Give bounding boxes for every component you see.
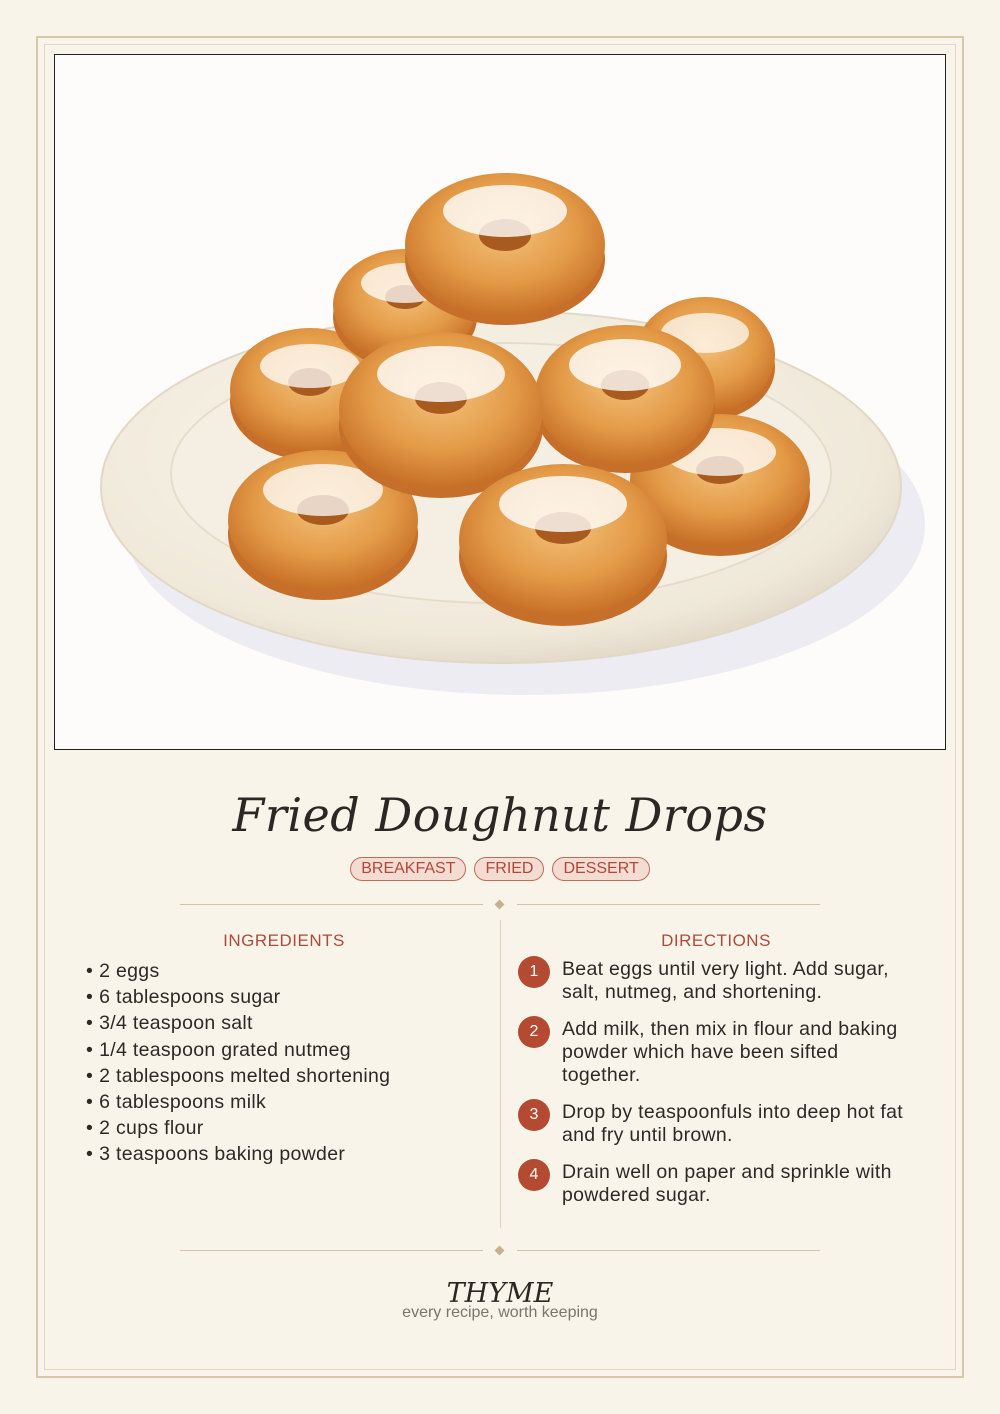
recipe-title: Fried Doughnut Drops xyxy=(232,788,768,842)
diamond-icon xyxy=(495,900,505,910)
ingredient-item: • 2 tablespoons melted shortening xyxy=(86,1063,486,1089)
step-number-badge: 4 xyxy=(518,1159,550,1191)
ingredient-item: • 3 teaspoons baking powder xyxy=(86,1141,486,1167)
ingredients-heading: INGREDIENTS xyxy=(223,931,345,950)
step-text: Drain well on paper and sprinkle with powdered sugar. xyxy=(562,1161,892,1206)
column-divider xyxy=(500,920,501,1228)
brand-logo: THYME xyxy=(446,1278,554,1309)
step-text: Add milk, then mix in flour and baking powder which have been sifted together. xyxy=(562,1018,898,1086)
step-number-badge: 1 xyxy=(518,956,550,988)
ingredient-item: • 2 eggs xyxy=(86,958,486,984)
tag-fried[interactable]: FRIED xyxy=(474,857,544,881)
tag-list xyxy=(0,857,1000,881)
section-divider-bottom xyxy=(180,1245,820,1257)
brand-tagline: every recipe, worth keeping xyxy=(402,1304,598,1321)
ingredient-item: • 3/4 teaspoon salt xyxy=(86,1010,486,1036)
step-text: Drop by teaspoonfuls into deep hot fat and fry until brown. xyxy=(562,1101,903,1146)
ingredient-item: • 6 tablespoons sugar xyxy=(86,984,486,1010)
step-number-badge: 3 xyxy=(518,1099,550,1131)
tag-dessert[interactable]: DESSERT xyxy=(552,857,649,881)
directions-heading: DIRECTIONS xyxy=(661,931,771,950)
ingredient-item: • 2 cups flour xyxy=(86,1115,486,1141)
tag-breakfast[interactable]: BREAKFAST xyxy=(350,857,466,881)
step-number-badge: 2 xyxy=(518,1016,550,1048)
ingredient-item: • 6 tablespoons milk xyxy=(86,1089,486,1115)
step-text: Beat eggs until very light. Add sugar, salt, nutmeg, and shortening. xyxy=(562,958,889,1003)
section-divider-top xyxy=(180,899,820,911)
ingredients-list xyxy=(86,958,486,1168)
recipe-illustration xyxy=(54,54,946,750)
diamond-icon xyxy=(495,1246,505,1256)
ingredient-item: • 1/4 teaspoon grated nutmeg xyxy=(86,1037,486,1063)
